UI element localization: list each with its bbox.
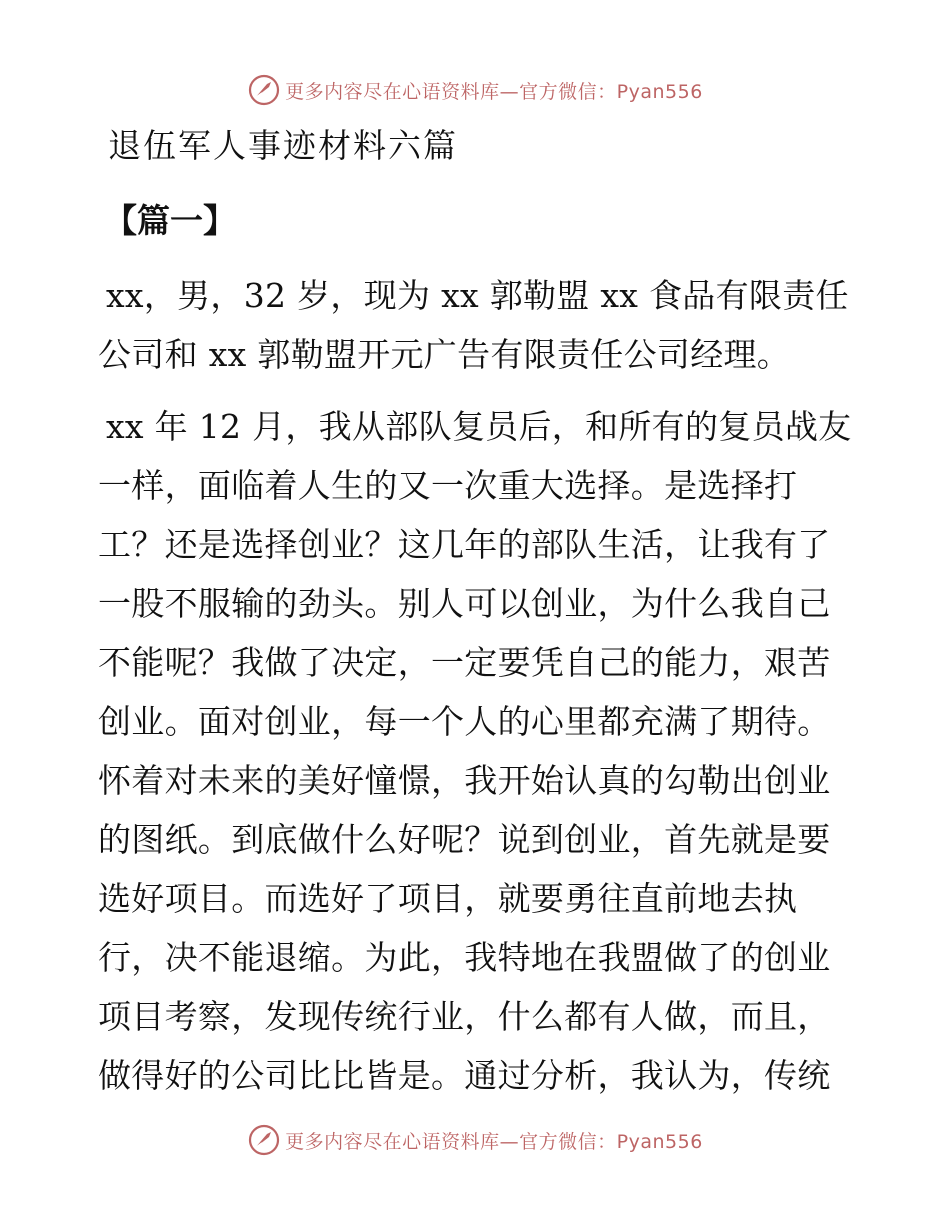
watermark-text: 更多内容尽在心语资料库—官方微信：Pyan556 [285,1130,703,1153]
paragraph-1 [98,266,849,384]
paragraph-line: 一样，面临着人生的又一次重大选择。是选择打 [98,466,798,505]
paragraph-line: 创业。面对创业，每一个人的心里都充满了期待。 [98,702,831,741]
paragraph-line: 不能呢？我做了决定，一定要凭自己的能力，艰苦 [98,643,831,682]
paragraph-line: 工？还是选择创业？这几年的部队生活，让我有了 [98,525,831,564]
paragraph-line: 行，决不能退缩。为此，我特地在我盟做了的创业 [98,938,831,977]
paragraph-2 [98,397,851,1105]
paragraph-line: xx，男，32 岁，现为 xx 郭勒盟 xx 食品有限责任 [106,276,849,315]
quill-logo-icon [247,73,281,107]
paragraph-line: 项目考察，发现传统行业，什么都有人做，而且， [98,997,831,1036]
paragraph-line: 做得好的公司比比皆是。通过分析，我认为，传统 [98,1056,831,1095]
paragraph-line: 公司和 xx 郭勒盟开元广告有限责任公司经理。 [98,335,791,374]
paragraph-line: 的图纸。到底做什么好呢？说到创业，首先就是要 [98,820,831,859]
footer-watermark [0,1120,950,1160]
paragraph-line: 选好项目。而选好了项目，就要勇往直前地去执 [98,879,798,918]
paragraph-line: 怀着对未来的美好憧憬，我开始认真的勾勒出创业 [98,761,831,800]
paragraph-line: 一股不服输的劲头。别人可以创业，为什么我自己 [98,584,831,623]
document-title: 退伍军人事迹材料六篇 [108,126,458,165]
watermark-text: 更多内容尽在心语资料库—官方微信：Pyan556 [285,80,703,103]
header-watermark [0,70,950,110]
paragraph-line: xx 年 12 月，我从部队复员后，和所有的复员战友 [106,407,852,446]
quill-logo-icon [247,1123,281,1157]
section-heading: 【篇一】 [104,201,236,240]
